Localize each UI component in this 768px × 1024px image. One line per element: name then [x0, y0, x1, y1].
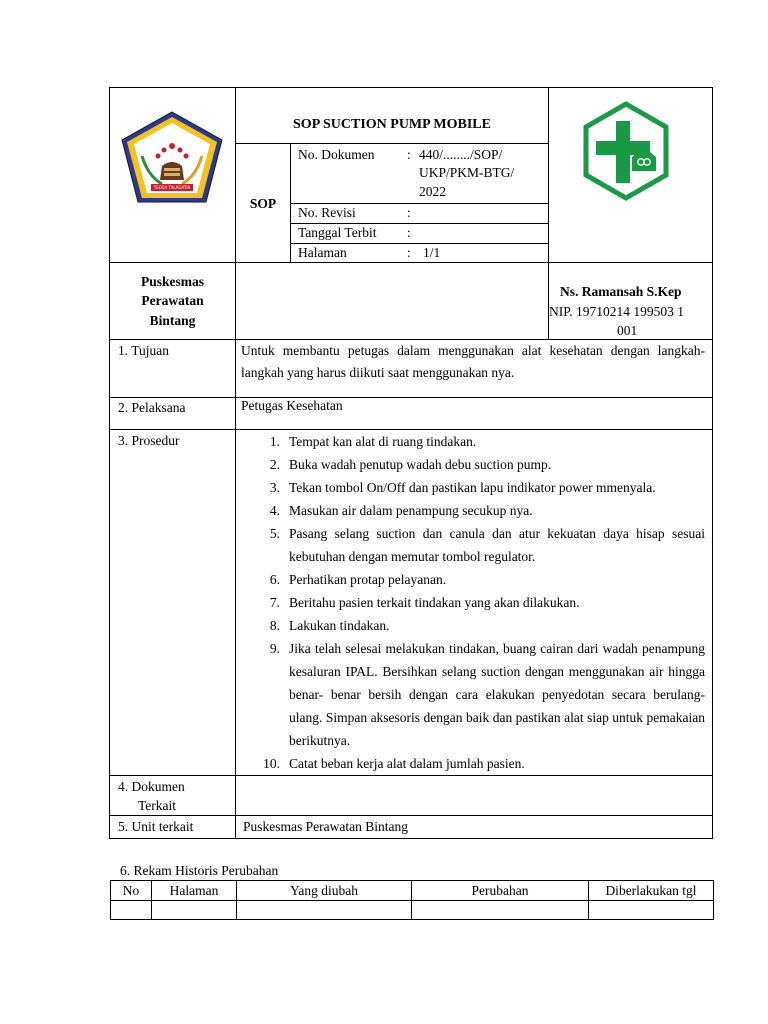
- procedure-step: [240, 522, 705, 568]
- step-text: Masukan air dalam penampung secukup nya.: [289, 503, 533, 518]
- signer-nip-line: NIP. 19710214 199503 1: [549, 304, 685, 319]
- puskesmas-logo: [582, 101, 670, 201]
- org-line: Puskesmas: [140, 274, 204, 289]
- meta-label: No. Revisi: [298, 205, 356, 220]
- step-text: Jika telah selesai melakukan tindakan, buang cairan dari wadah penampung kesaluran IPAL. Bersihkan selang suction dengan menggunakan air hingga benar- benar bersih dengan cara elakukan penyedotan secara berulang- ulang. Simpan aksesoris dengan baik dan pastikan alat siap untuk pemakaian berikutnya.: [289, 641, 705, 748]
- meta-separator: :: [407, 147, 411, 162]
- step-text: Beritahu pasien terkait tindakan yang akan dilakukan.: [289, 595, 580, 610]
- sop-label: SOP: [249, 196, 277, 211]
- step-text: Tekan tombol On/Off dan pastikan lapu indikator power mmenyala.: [289, 480, 656, 495]
- step-number: 4.: [269, 503, 280, 518]
- step-number: 9.: [269, 641, 280, 656]
- step-text: Pasang selang suction dan canula dan atur kekuatan daya hisap sesuai kebutuhan dengan memutar tombol regulator.: [289, 526, 705, 564]
- procedure-step: [240, 591, 705, 614]
- section-label-dokumen-terkait: 4. Dokumen: [118, 779, 185, 794]
- document-title: SOP SUCTION PUMP MOBILE: [293, 117, 491, 132]
- section-label-tujuan: 1. Tujuan: [118, 343, 170, 358]
- step-number: 1.: [269, 434, 280, 449]
- history-title: 6. Rekam Historis Perubahan: [120, 863, 279, 878]
- meta-value-line: 2022: [419, 184, 446, 199]
- meta-label: No. Dokumen: [298, 147, 375, 162]
- history-col-perubahan: Perubahan: [471, 883, 529, 898]
- regency-coat-of-arms-logo: [118, 108, 226, 208]
- step-number: 3.: [269, 480, 280, 495]
- meta-value: 1/1: [423, 245, 441, 260]
- procedure-step: [240, 453, 705, 476]
- history-col-yang-diubah: Yang diubah: [289, 883, 358, 898]
- step-text: Catat beban kerja alat dalam jumlah pasien.: [289, 756, 525, 771]
- procedure-step: [240, 752, 705, 775]
- meta-separator: :: [407, 245, 411, 260]
- procedure-step: [240, 637, 705, 752]
- step-number: 6.: [269, 572, 280, 587]
- crest-banner-text: TEOSA TALAGATIA: [153, 185, 191, 190]
- section-label-prosedur: 3. Prosedur: [118, 433, 180, 448]
- step-text: Buka wadah penutup wadah debu suction pump.: [289, 457, 552, 472]
- signer-name: Ns. Ramansah S.Kep: [560, 284, 682, 299]
- step-number: 2.: [269, 457, 280, 472]
- procedure-step: [240, 568, 705, 591]
- tujuan-text: Untuk membantu petugas dalam menggunakan alat kesehatan dengan langkah-langkah yang harus diikuti saat menggunakan nya.: [241, 343, 705, 380]
- meta-separator: :: [407, 225, 411, 240]
- meta-label: Halaman: [298, 245, 347, 260]
- pelaksana-text: Petugas Kesehatan: [241, 398, 343, 413]
- step-text: Perhatikan protap pelayanan.: [289, 572, 447, 587]
- step-number: 7.: [269, 595, 280, 610]
- history-col-no: No: [122, 883, 140, 898]
- history-col-halaman: Halaman: [169, 883, 219, 898]
- procedure-step: [240, 499, 705, 522]
- procedure-step: [240, 430, 705, 453]
- meta-value-line: UKP/PKM-BTG/: [419, 165, 515, 180]
- step-number: 10.: [263, 756, 280, 771]
- procedure-step: [240, 614, 705, 637]
- step-number: 5.: [269, 526, 280, 541]
- meta-separator: :: [407, 205, 411, 220]
- history-col-diberlakukan-tgl: Diberlakukan tgl: [605, 883, 697, 898]
- step-number: 8.: [269, 618, 280, 633]
- section-label-unit-terkait: 5. Unit terkait: [118, 819, 194, 834]
- signer-nip-line: 001: [617, 323, 638, 338]
- step-text: Lakukan tindakan.: [289, 618, 390, 633]
- procedure-step: [240, 476, 705, 499]
- meta-value-line: 440/......../SOP/: [419, 147, 503, 162]
- section-label-dokumen-terkait-cont: Terkait: [138, 798, 177, 813]
- unit-terkait-text: Puskesmas Perawatan Bintang: [243, 819, 408, 834]
- meta-label: Tanggal Terbit: [298, 225, 377, 240]
- org-line: Bintang: [149, 313, 196, 328]
- section-label-pelaksana: 2. Pelaksana: [118, 400, 186, 415]
- org-line: Perawatan: [141, 293, 204, 308]
- procedure-steps: [240, 430, 705, 775]
- step-text: Tempat kan alat di ruang tindakan.: [289, 434, 477, 449]
